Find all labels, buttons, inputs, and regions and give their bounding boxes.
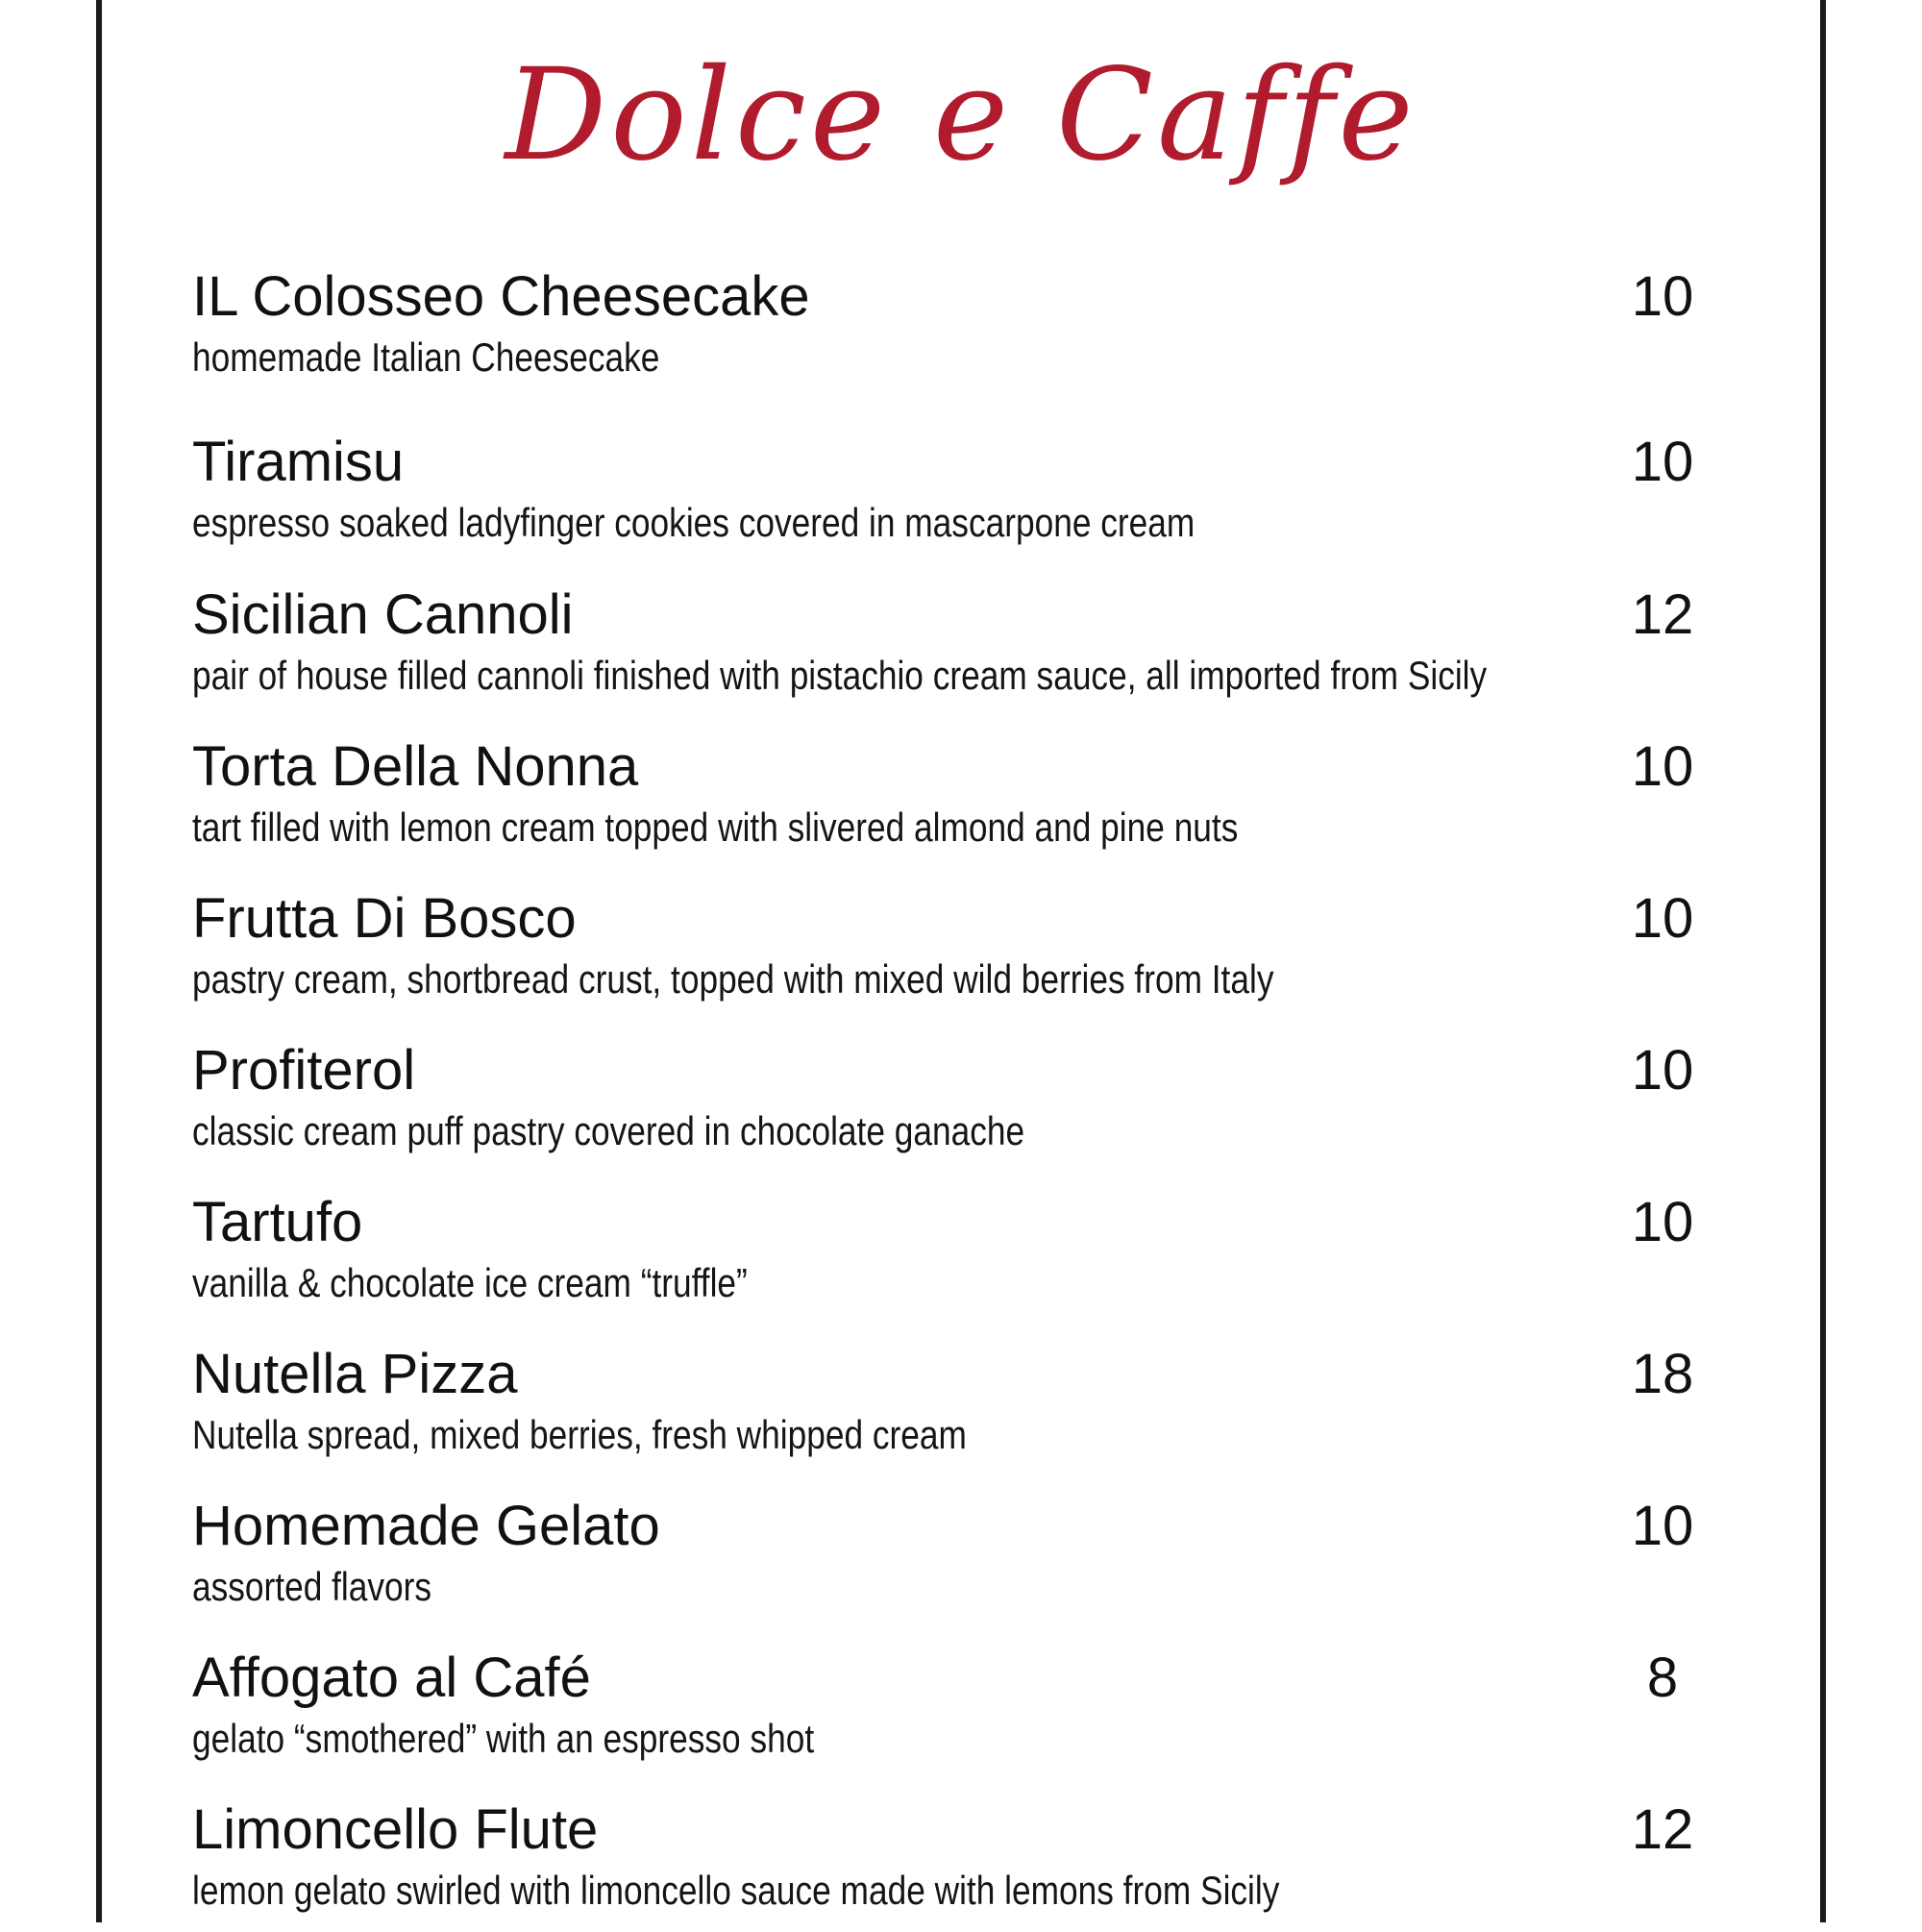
menu-item-price: 10 <box>1631 265 1694 328</box>
menu-item-price: 12 <box>1631 1798 1694 1861</box>
menu-item-name: Limoncello Flute <box>192 1798 599 1861</box>
menu-item-description: tart filled with lemon cream topped with slivered almond and pine nuts <box>192 805 1239 850</box>
menu-item-price: 10 <box>1631 735 1694 798</box>
menu-item-description: Nutella spread, mixed berries, fresh whipped cream <box>192 1412 967 1457</box>
menu-item-name: Frutta Di Bosco <box>192 887 577 950</box>
menu-border-left <box>96 0 102 1922</box>
menu-item-price: 10 <box>1631 1495 1694 1557</box>
menu-item-cannoli <box>192 582 1730 717</box>
menu-item-name: Affogato al Café <box>192 1647 591 1709</box>
menu-item-price: 10 <box>1631 431 1694 493</box>
menu-item-description: assorted flavors <box>192 1564 432 1609</box>
menu-item-limoncello-flute <box>192 1797 1730 1932</box>
menu-item-name: Tartufo <box>192 1191 363 1253</box>
menu-item-description: espresso soaked ladyfinger cookies covered in mascarpone cream <box>192 500 1195 545</box>
menu-item-cheesecake <box>192 264 1730 399</box>
menu-item-description: homemade Italian Cheesecake <box>192 334 660 380</box>
menu-item-description: pastry cream, shortbread crust, topped with mixed wild berries from Italy <box>192 956 1274 1002</box>
menu-item-name: Profiterol <box>192 1039 416 1102</box>
menu-item-name: Nutella Pizza <box>192 1343 518 1405</box>
menu-item-tartufo <box>192 1190 1730 1325</box>
menu-item-nutella-pizza <box>192 1342 1730 1476</box>
menu-item-price: 10 <box>1631 887 1694 950</box>
menu-item-description: gelato “smothered” with an espresso shot <box>192 1716 815 1761</box>
menu-item-description: classic cream puff pastry covered in chocolate ganache <box>192 1108 1025 1153</box>
menu-item-price: 18 <box>1631 1343 1694 1405</box>
menu-title: Dolce e Caffe <box>505 41 1417 189</box>
menu-item-name: Tiramisu <box>192 431 405 493</box>
menu-item-name: Homemade Gelato <box>192 1495 660 1557</box>
menu-item-price: 8 <box>1646 1647 1679 1709</box>
menu-item-price: 10 <box>1631 1039 1694 1102</box>
menu-item-description: vanilla & chocolate ice cream “truffle” <box>192 1260 748 1305</box>
menu-item-price: 10 <box>1631 1191 1694 1253</box>
menu-item-description: pair of house filled cannoli finished with pistachio cream sauce, all imported from Sicily <box>192 653 1488 698</box>
menu-list <box>192 0 1730 1922</box>
menu-item-frutta-di-bosco <box>192 886 1730 1021</box>
menu-item-torta-della-nonna <box>192 734 1730 869</box>
menu-item-price: 12 <box>1631 583 1694 646</box>
menu-item-name: Sicilian Cannoli <box>192 583 574 646</box>
menu-item-homemade-gelato <box>192 1494 1730 1628</box>
menu-border-right <box>1820 0 1826 1922</box>
menu-item-description: lemon gelato swirled with limoncello sauce made with lemons from Sicily <box>192 1868 1280 1913</box>
menu-item-profiterol <box>192 1038 1730 1173</box>
menu-item-affogato <box>192 1646 1730 1780</box>
menu-item-name: Torta Della Nonna <box>192 735 639 798</box>
menu-item-tiramisu <box>192 430 1730 564</box>
menu-item-name: IL Colosseo Cheesecake <box>192 265 810 328</box>
